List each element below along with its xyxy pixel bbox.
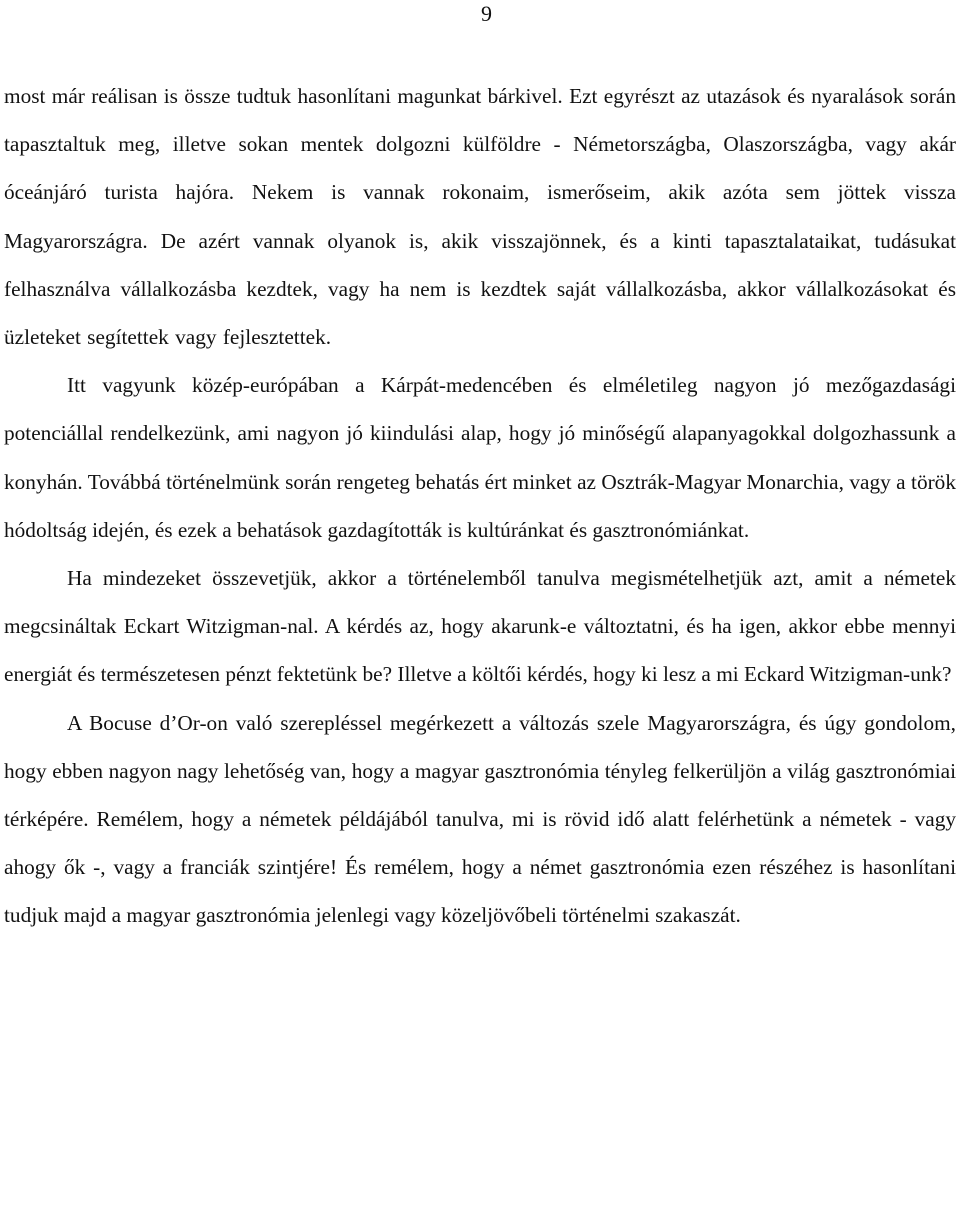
paragraph-4 — [4, 699, 956, 940]
page-number: 9 — [481, 1, 492, 26]
paragraph-2 — [4, 361, 956, 554]
paragraph-3 — [4, 554, 956, 699]
sentence: Nekem is vannak rokonaim, ismerőseim, akik azóta sem jöttek vissza Magyarországra. — [4, 180, 956, 253]
sentence: A kérdés az, hogy akarunk-e változtatni, és ha igen, akkor ebbe mennyi energiát és természetesen pénzt fektetünk be? — [4, 614, 956, 687]
paragraph-1 — [4, 72, 956, 361]
sentence: És remélem, hogy a német gasztronómia ezen részéhez is hasonlítani tudjuk majd a magyar gasztronómia jelenlegi vagy közeljövőbeli történelmi szakaszát. — [4, 855, 956, 928]
sentence: Ha mindezeket összevetjük, akkor a történelemből tanulva megismételhetjük azt, amit a németek megcsináltak Eckart Witzigman-nal. — [4, 566, 956, 639]
sentence: De azért vannak olyanok is, akik visszajönnek, és a kinti tapasztalataikat, tudásukat felhasználva vállalkozásba kezdtek, vagy ha nem is kezdtek saját vállalkozásba, akkor vállalkozásokat és üzleteket segítettek vagy fejlesztettek. — [4, 228, 956, 350]
sentence: most már reálisan is össze tudtuk hasonlítani magunkat bárkivel. — [4, 84, 563, 108]
sentence: Illetve a költői kérdés, hogy ki lesz a mi Eckard Witzigman-unk? — [397, 662, 952, 687]
sentence: Továbbá történelmünk során rengeteg behatás ért minket az Osztrák-Magyar Monarchia, vagy a török hódoltság idején, és ezek a behatások gazdagították is kultúránkat és gasztronómiánkat. — [4, 469, 956, 542]
sentence: Itt vagyunk közép-európában a Kárpát-medencében és elméletileg nagyon jó mezőgazdasági potenciállal rendelkezünk, ami nagyon jó kiindulási alap, hogy jó minőségű alapanyagokkal dolgozhassunk a konyhán. — [4, 373, 956, 494]
sentence: Remélem, hogy a németek példájából tanulva, mi is rövid idő alatt felérhetünk a németek - vagy ahogy ők -, vagy a franciák szintjére! — [4, 807, 956, 880]
body-text — [4, 72, 956, 940]
sentence: A Bocuse d’Or-on való szerepléssel megérkezett a változás szele Magyarországra, és úgy gondolom, hogy ebben nagyon nagy lehetőség van, hogy a magyar gasztronómia tényleg felkerüljön a világ gasztronómiai térképére. — [4, 710, 956, 832]
sentence: Ezt egyrészt az utazások és nyaralások során tapasztaltuk meg, illetve sokan mentek dolgozni külföldre - Németországba, Olaszországba, vagy akár óceánjáró turista hajóra. — [4, 84, 956, 205]
